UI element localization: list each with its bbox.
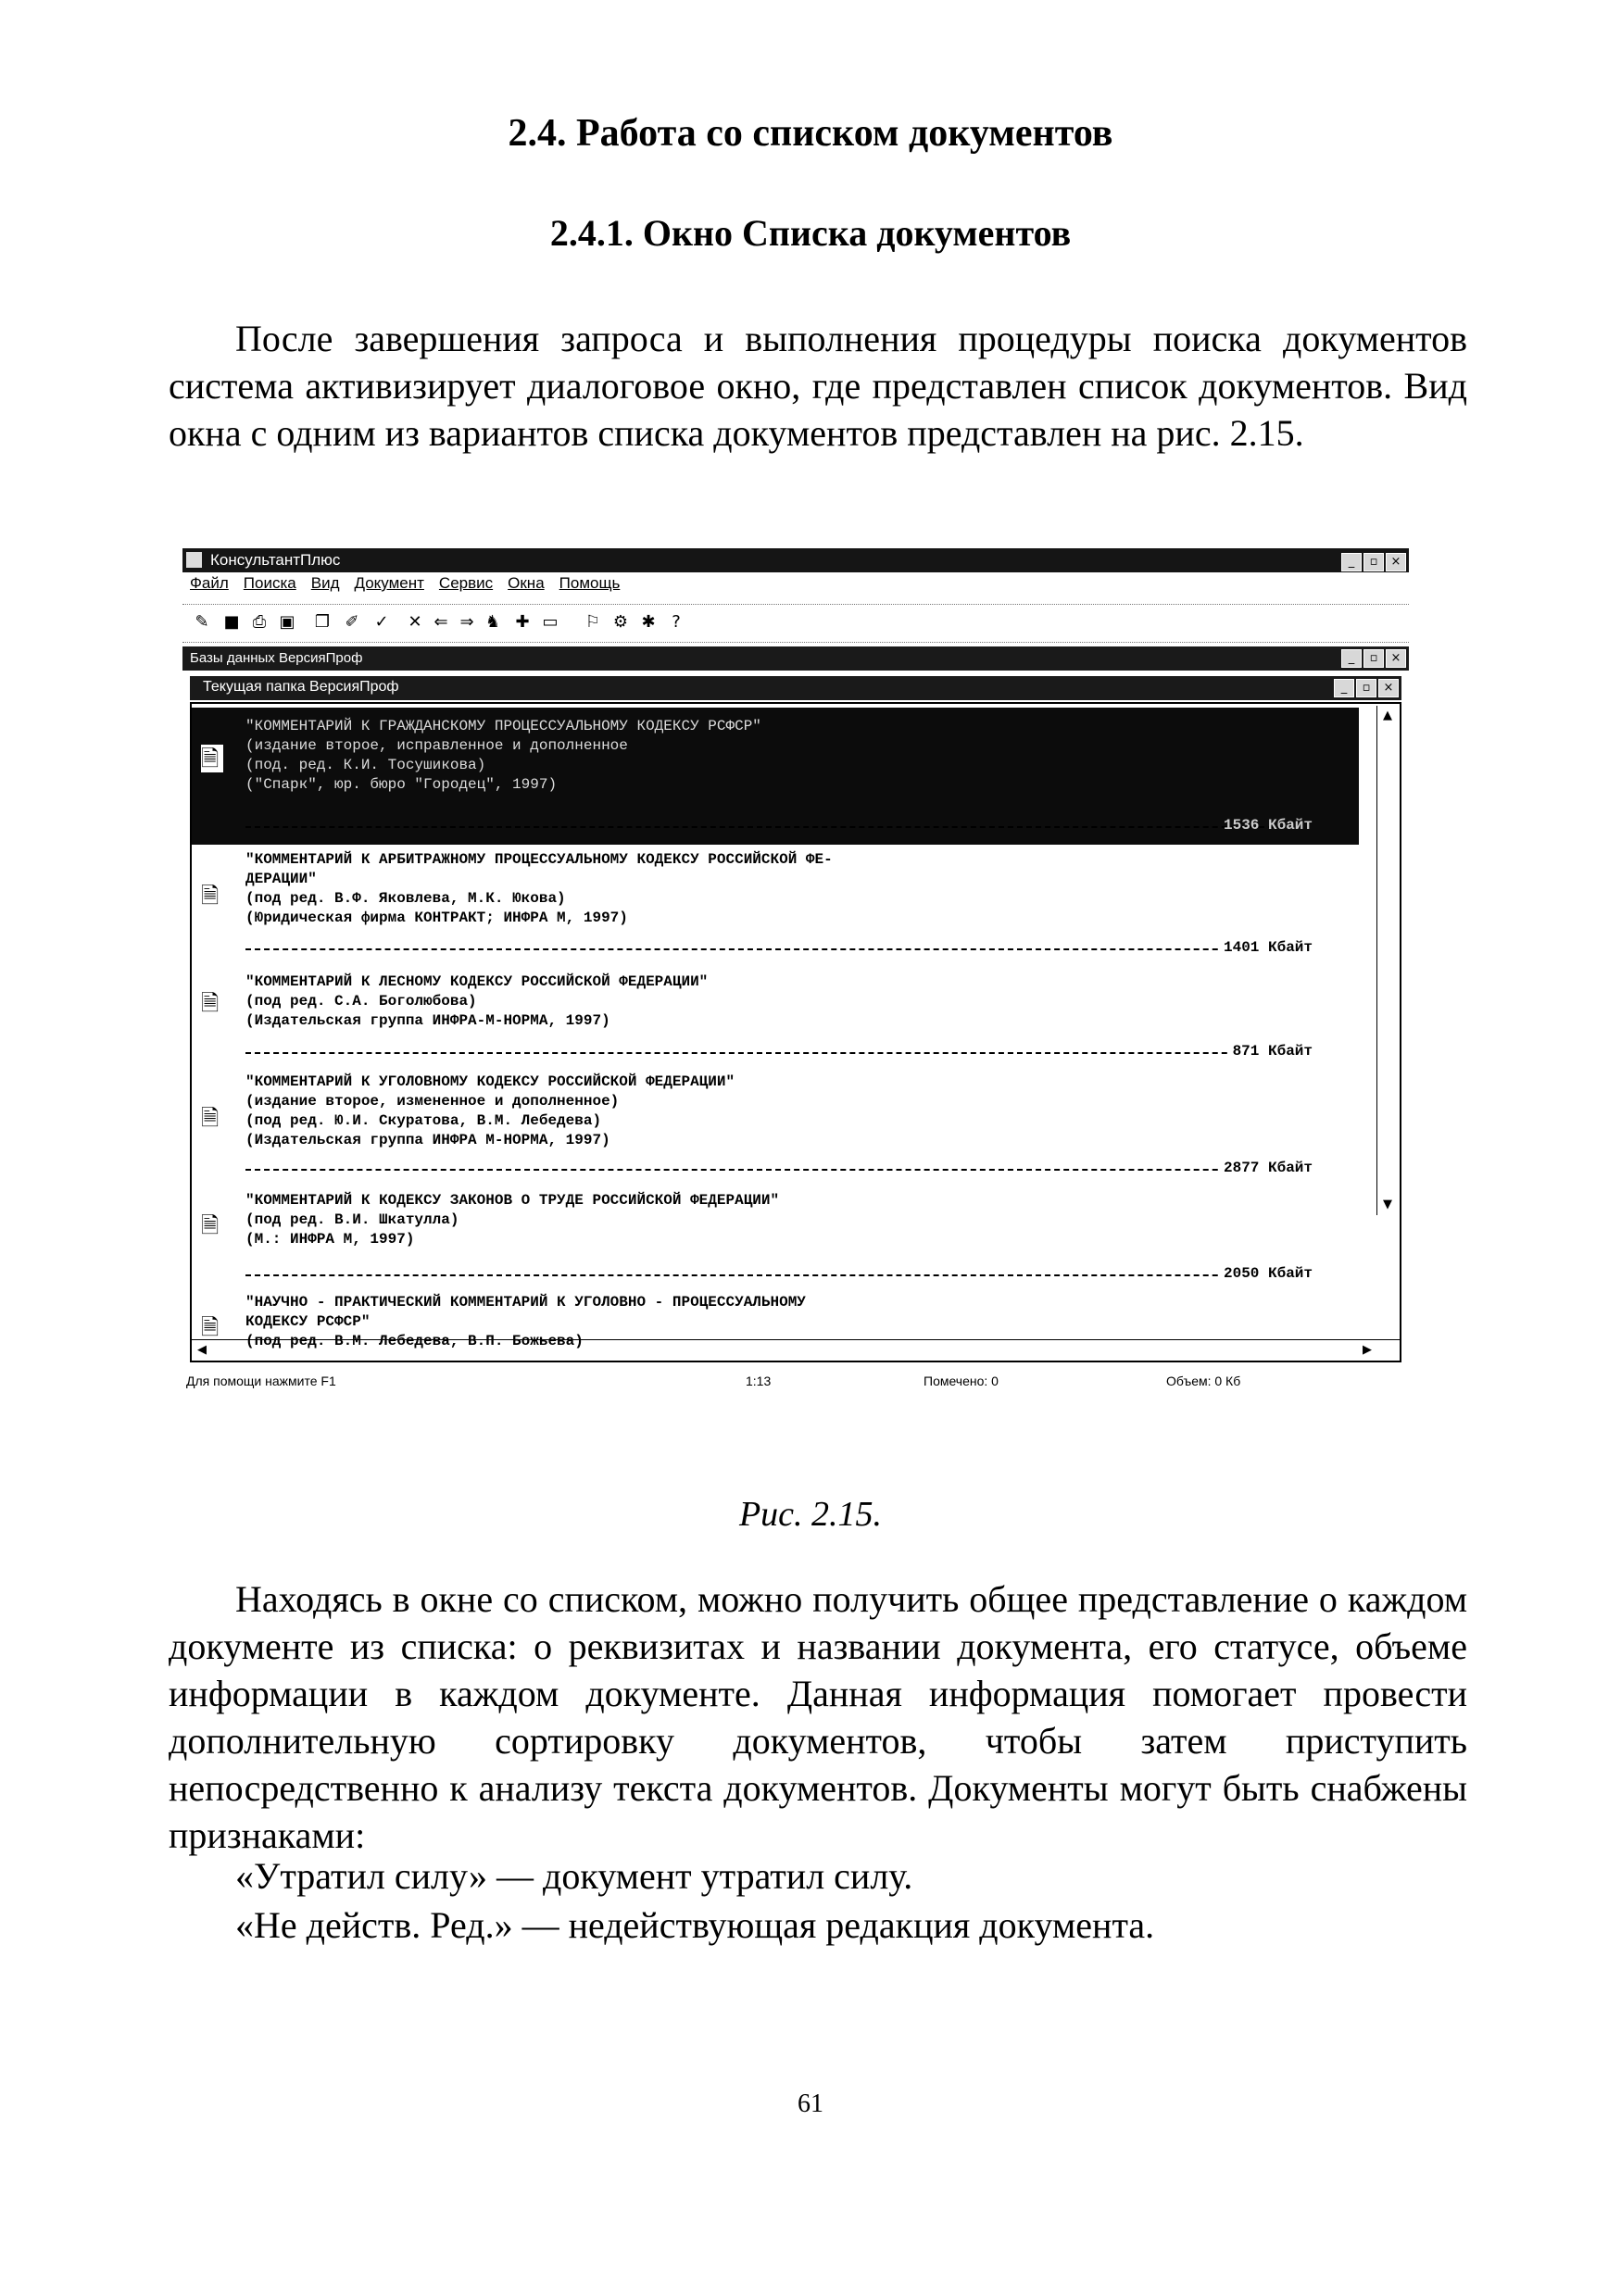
- body-paragraph: Находясь в окне со списком, можно получить общее представление о каждом документе из списка: о реквизитах и названии документа, его статусе, объеме информации в каждом документе. Данная информация помогает провести дополнительную сортировку документов, чтобы затем приступить непосредственно к анализу текста документов. Документы могут быть снабжены признаками:: [169, 1578, 1467, 1856]
- outer-window-title: Базы данных ВерсияПроф: [190, 650, 363, 666]
- forward-icon[interactable]: ⇒: [459, 612, 474, 632]
- status-definition-lost-force: «Утратил силу» — документ утратил силу.: [235, 1855, 913, 1897]
- doc-line: КОДЕКСУ РСФСР": [245, 1313, 371, 1330]
- maximize-icon[interactable]: ▫: [1363, 649, 1384, 668]
- minimize-icon[interactable]: _: [1341, 649, 1362, 668]
- doc-line: ("Спарк", юр. бюро "Городец", 1997): [245, 776, 558, 793]
- subsection-heading: 2.4.1. Окно Списка документов: [549, 212, 1072, 254]
- window-controls: [1339, 551, 1406, 571]
- menu-service[interactable]: Сервис: [438, 574, 494, 592]
- doc-line: (под ред. Ю.И. Скуратова, В.М. Лебедева): [245, 1112, 602, 1129]
- doc-line: "КОММЕНТАРИЙ К КОДЕКСУ ЗАКОНОВ О ТРУДЕ РОССИЙСКОЙ ФЕДЕРАЦИИ": [245, 1192, 780, 1209]
- close-icon[interactable]: ×: [1386, 553, 1406, 571]
- separator: [245, 1169, 1283, 1171]
- separator: [245, 1052, 1283, 1054]
- section-heading: 2.4. Работа со списком документов: [508, 112, 1113, 155]
- doc-size: 1401 Кбайт: [1218, 939, 1313, 956]
- open-icon[interactable]: ✎: [195, 612, 209, 632]
- document-list: [190, 702, 1401, 1362]
- document-icon: 🗎: [201, 883, 220, 909]
- doc-size: 2050 Кбайт: [1218, 1265, 1313, 1282]
- menu-document[interactable]: Документ: [354, 574, 424, 592]
- document-item[interactable]: [192, 1071, 1359, 1189]
- horizontal-scrollbar[interactable]: [192, 1339, 1400, 1361]
- doc-line: (издание второе, измененное и дополненное): [245, 1093, 620, 1110]
- about-icon[interactable]: ?: [672, 612, 681, 632]
- separator: [245, 1274, 1283, 1276]
- doc-size: 871 Кбайт: [1227, 1043, 1313, 1060]
- doc-line: "КОММЕНТАРИЙ К ГРАЖДАНСКОМУ ПРОЦЕССУАЛЬНОМУ КОДЕКСУ РСФСР": [245, 718, 761, 734]
- app-icon: [186, 552, 202, 568]
- menu-view[interactable]: Вид: [310, 574, 340, 592]
- close-icon[interactable]: ×: [1378, 679, 1399, 697]
- consultant-plus-screenshot: [182, 548, 1409, 1414]
- status-marked: Помечено: 0: [924, 1374, 999, 1388]
- print-icon[interactable]: ⎙: [252, 612, 267, 632]
- scroll-left-icon[interactable]: ◀: [197, 1343, 207, 1357]
- doc-line: "КОММЕНТАРИЙ К УГОЛОВНОМУ КОДЕКСУ РОССИЙСКОЙ ФЕДЕРАЦИИ": [245, 1073, 735, 1090]
- menu-search[interactable]: Поиска: [243, 574, 296, 592]
- doc-line: (под ред. В.М. Лебедева, В.П. Божьева): [245, 1333, 584, 1349]
- document-icon: 🗎: [201, 745, 223, 772]
- document-icon: 🗎: [201, 1105, 220, 1131]
- menu-windows[interactable]: Окна: [508, 574, 545, 592]
- page-number: 61: [798, 2089, 823, 2118]
- maximize-icon[interactable]: ▫: [1363, 553, 1384, 571]
- doc-line: (Издательская группа ИНФРА М-НОРМА, 1997): [245, 1132, 610, 1148]
- outer-window-title-bar: [182, 646, 1409, 671]
- save-icon[interactable]: ■: [223, 612, 240, 632]
- doc-line: (Юридическая фирма КОНТРАКТ; ИНФРА М, 1997): [245, 910, 628, 926]
- status-help: Для помощи нажмите F1: [186, 1374, 336, 1388]
- delete-icon[interactable]: ✕: [408, 612, 422, 632]
- status-position: 1:13: [746, 1374, 772, 1388]
- back-icon[interactable]: ⇐: [434, 612, 448, 632]
- doc-line: (под ред. С.А. Боголюбова): [245, 993, 477, 1010]
- status-bar: [182, 1370, 1409, 1394]
- vertical-scrollbar[interactable]: [1376, 706, 1398, 1215]
- copy-icon[interactable]: ❐: [314, 612, 331, 632]
- menu-bar: [182, 574, 1409, 602]
- scroll-up-icon[interactable]: ▲: [1383, 709, 1392, 722]
- minimize-icon[interactable]: _: [1334, 679, 1354, 697]
- doc-size: 1536 Кбайт: [1223, 817, 1313, 834]
- figure-caption: Рис. 2.15.: [738, 1495, 883, 1534]
- doc-size: 2877 Кбайт: [1218, 1160, 1313, 1176]
- help-icon[interactable]: ⚐: [584, 612, 601, 632]
- document-icon: 🗎: [201, 1212, 220, 1238]
- inner-window-title: Текущая папка ВерсияПроф: [203, 679, 399, 695]
- document-item[interactable]: [192, 1191, 1359, 1291]
- status-definition-inactive-edition: «Не действ. Ред.» — недействующая редакция документа.: [235, 1904, 1155, 1946]
- close-icon[interactable]: ×: [1386, 649, 1406, 668]
- intro-paragraph: После завершения запроса и выполнения процедуры поиска документов система активизирует диалоговое окно, где представлен список документов. Вид окна с одним из вариантов списка документов представлен на рис. 2.15.: [169, 318, 1467, 454]
- document-item[interactable]: [192, 971, 1359, 1069]
- menu-file[interactable]: Файл: [190, 574, 229, 592]
- inner-window-controls: [1332, 679, 1399, 697]
- doc-line: "КОММЕНТАРИЙ К АРБИТРАЖНОМУ ПРОЦЕССУАЛЬНОМУ КОДЕКСУ РОССИЙСКОЙ ФЕ-: [245, 851, 833, 868]
- document-item[interactable]: [192, 1293, 1359, 1349]
- find-icon[interactable]: ♞: [484, 612, 501, 632]
- app-title: КонсультантПлюс: [210, 551, 341, 569]
- document-item[interactable]: [192, 708, 1359, 845]
- folder-icon[interactable]: ▭: [542, 612, 559, 632]
- document-icon: 🗎: [201, 1314, 220, 1340]
- app-title-bar: [182, 548, 1409, 572]
- doc-line: (издание второе, исправленное и дополненное: [245, 737, 628, 754]
- separator: [245, 826, 1283, 828]
- doc-line: (под ред. В.И. Шкатулла): [245, 1211, 459, 1228]
- minimize-icon[interactable]: _: [1341, 553, 1362, 571]
- doc-line: "КОММЕНТАРИЙ К ЛЕСНОМУ КОДЕКСУ РОССИЙСКОЙ ФЕДЕРАЦИИ": [245, 973, 709, 990]
- bookmark-icon[interactable]: ✓: [374, 612, 389, 632]
- doc-line: (под ред. В.Ф. Яковлева, М.К. Юкова): [245, 890, 566, 907]
- doc-line: (Издательская группа ИНФРА-М-НОРМА, 1997): [245, 1012, 610, 1029]
- preview-icon[interactable]: ▣: [279, 612, 295, 632]
- maximize-icon[interactable]: ▫: [1356, 679, 1376, 697]
- scroll-right-icon[interactable]: ▶: [1363, 1343, 1372, 1357]
- mark-icon[interactable]: ✚: [515, 612, 530, 632]
- document-icon: 🗎: [201, 990, 220, 1016]
- toolbar: [182, 604, 1409, 643]
- outer-window-controls: [1339, 649, 1406, 668]
- edit-icon[interactable]: ✐: [345, 612, 359, 632]
- status-volume: Объем: 0 Кб: [1166, 1374, 1241, 1388]
- doc-line: (под. ред. К.И. Тосушикова): [245, 757, 486, 773]
- document-item[interactable]: [192, 848, 1359, 967]
- doc-line: ДЕРАЦИИ": [245, 871, 317, 887]
- filter-icon[interactable]: ⚙: [612, 612, 629, 632]
- scroll-down-icon[interactable]: ▼: [1383, 1198, 1392, 1211]
- tools-icon[interactable]: ✱: [641, 612, 656, 632]
- menu-help[interactable]: Помощь: [559, 574, 621, 592]
- separator: [245, 948, 1283, 950]
- doc-line: "НАУЧНО - ПРАКТИЧЕСКИЙ КОММЕНТАРИЙ К УГОЛОВНО - ПРОЦЕССУАЛЬНОМУ: [245, 1294, 806, 1311]
- inner-window-title-bar: [190, 676, 1401, 700]
- doc-line: (М.: ИНФРА М, 1997): [245, 1231, 415, 1248]
